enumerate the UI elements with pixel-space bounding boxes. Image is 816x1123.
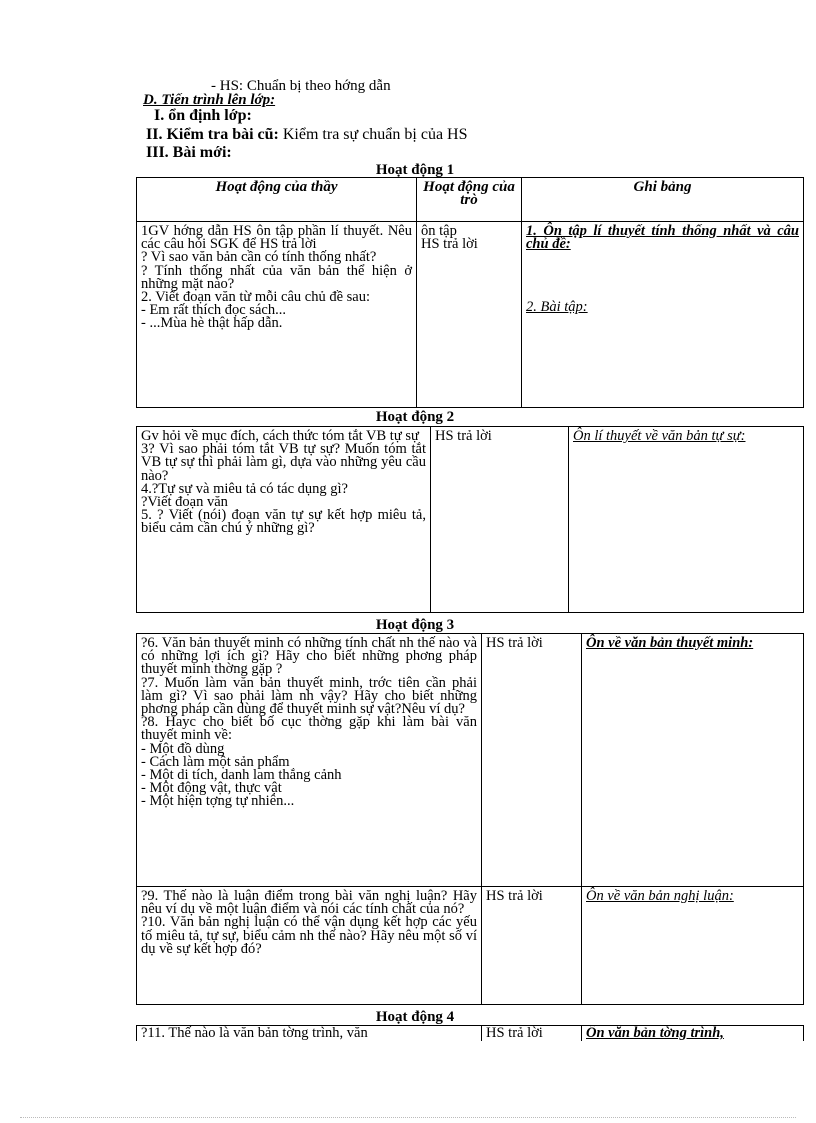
hd3-student-cell-a: HS trả lời	[482, 634, 582, 887]
hd4-teacher-cell: ?11. Thế nào là văn bản tờng trình, văn	[137, 1026, 482, 1042]
step2-line	[146, 128, 468, 141]
hd2-teacher-line: Gv hỏi về mục đích, cách thức tóm tắt VB tự sự	[141, 428, 419, 444]
hd4-board-cell: Ôn văn bản tờng trình,	[582, 1026, 804, 1042]
hd3-teacher-line: - Một hiện tợng tự nhiên...	[141, 793, 295, 810]
section-d-heading: D. Tiến trình lên lớp:	[143, 92, 276, 108]
hd1-student-cell	[417, 222, 522, 408]
hd3-teacher-line: ?9. Thế nào là luận điểm trong bài văn nghị luận? Hãy nêu ví dụ về một luận điểm và nói các tính chất của nó?	[141, 888, 477, 918]
hd2-table	[136, 426, 804, 613]
step2-label: II. Kiểm tra bài cũ:	[146, 126, 279, 143]
page-footer-rule	[20, 1117, 796, 1118]
hd3-teacher-line: - Một động vật, thực vật	[141, 780, 282, 797]
hd3-teacher-cell-a	[137, 634, 482, 887]
hd1-teacher-line: 1GV hớng dẫn HS ôn tập phần lí thuyết. Nêu các câu hỏi SGK để HS trả lời	[141, 223, 412, 253]
hd4-title: Hoạt động 4	[375, 1009, 455, 1025]
hd3-teacher-line: - Một đồ dùng	[141, 740, 225, 757]
hd1-board-cell	[522, 222, 804, 408]
hd1-board-heading: 1. Ôn tập lí thuyết tính thống nhất và câu chủ đề:	[526, 223, 799, 253]
prep-student-line: - HS: Chuẩn bị theo hớng dẫn	[211, 78, 391, 94]
hd3-teacher-line: ?10. Văn bản nghị luận có thể vận dụng kết hợp các yếu tố miêu tả, tự sự, biểu cảm nh thế nào? Hãy nêu một số ví dụ về sự kết hợp đó?	[141, 914, 477, 957]
hd1-board-exercise: 2. Bài tập:	[526, 299, 588, 316]
hd4-table-clip	[136, 1025, 804, 1041]
hd1-table	[136, 177, 804, 408]
hd3-table	[136, 633, 804, 1005]
hd2-title: Hoạt động 2	[375, 409, 455, 425]
step3-heading: III. Bài mới:	[146, 144, 232, 161]
hd1-teacher-cell	[137, 222, 417, 408]
hd3-teacher-line: ?6. Văn bản thuyết minh có những tính chất nh thế nào và có những lợi ích gì? Hãy cho biết những phơng pháp thuyết minh thờng gặp ?	[141, 635, 477, 678]
hd3-board-cell-b: Ôn về văn bản nghị luận:	[582, 887, 804, 1005]
hd1-title: Hoạt động 1	[375, 162, 455, 178]
hd1-header-board: Ghi bảng	[522, 178, 804, 222]
hd1-student-line: ôn tập	[421, 223, 457, 239]
hd2-teacher-line: ?Viết đoạn văn	[141, 494, 228, 511]
hd4-student-cell: HS trả lời	[482, 1026, 582, 1042]
hd1-teacher-line: - ...Mùa hè thật hấp dẫn.	[141, 315, 283, 332]
hd2-student-cell: HS trả lời	[431, 427, 569, 613]
hd3-teacher-line: ?7. Muốn làm văn bản thuyết minh, trớc tiên cần phải làm gì? Vì sao phải làm nh vậy? Hãy cho biết những phơng pháp cần dùng để thuyết minh sự vật?Nêu ví dụ?	[141, 674, 477, 718]
hd2-teacher-line: 4.?Tự sự và miêu tả có tác dụng gì?	[141, 480, 348, 497]
hd3-board-cell-a: Ôn về văn bản thuyết minh:	[582, 634, 804, 887]
hd1-teacher-line: - Em rất thích đọc sách...	[141, 302, 286, 319]
hd1-student-line: HS trả lời	[421, 236, 478, 253]
hd3-title: Hoạt động 3	[375, 617, 455, 633]
hd1-header-student: Hoạt động của trò	[417, 178, 522, 222]
hd1-header-teacher: Hoạt động của thầy	[137, 178, 417, 222]
hd4-table	[136, 1025, 804, 1041]
hd2-teacher-line: 5. ? Viết (nói) đoạn văn tự sự kết hợp miêu tả, biểu cảm cần chú ý những gì?	[141, 507, 426, 537]
hd2-teacher-line: 3? Vì sao phải tóm tắt VB tự sự? Muốn tóm tắt VB tự sự thì phải làm gì, dựa vào những yêu cầu nào?	[141, 441, 426, 484]
hd3-teacher-line: - Một di tích, danh lam thắng cảnh	[141, 767, 342, 784]
step1-heading: I. ổn định lớp:	[154, 107, 252, 124]
hd3-teacher-line: ?8. Hayc cho biết bố cục thờng gặp khi làm bài văn thuyết minh về:	[141, 714, 477, 744]
hd1-teacher-line: 2. Viết đoạn văn từ mỗi câu chủ đề sau:	[141, 289, 370, 306]
hd3-teacher-line: - Cách làm một sản phẩm	[141, 753, 290, 770]
hd3-teacher-cell-b	[137, 887, 482, 1005]
hd3-student-cell-b: HS trả lời	[482, 887, 582, 1005]
hd1-teacher-line: ? Tính thống nhất của văn bản thể hiện ở những mặt nào?	[141, 262, 412, 292]
hd1-teacher-line: ? Vì sao văn bản cần có tính thống nhất?	[141, 249, 377, 266]
hd2-teacher-cell	[137, 427, 431, 613]
hd2-board-cell: Ôn lí thuyết về văn bản tự sự:	[569, 427, 804, 613]
step2-text: Kiểm tra sự chuẩn bị của HS	[278, 126, 468, 143]
